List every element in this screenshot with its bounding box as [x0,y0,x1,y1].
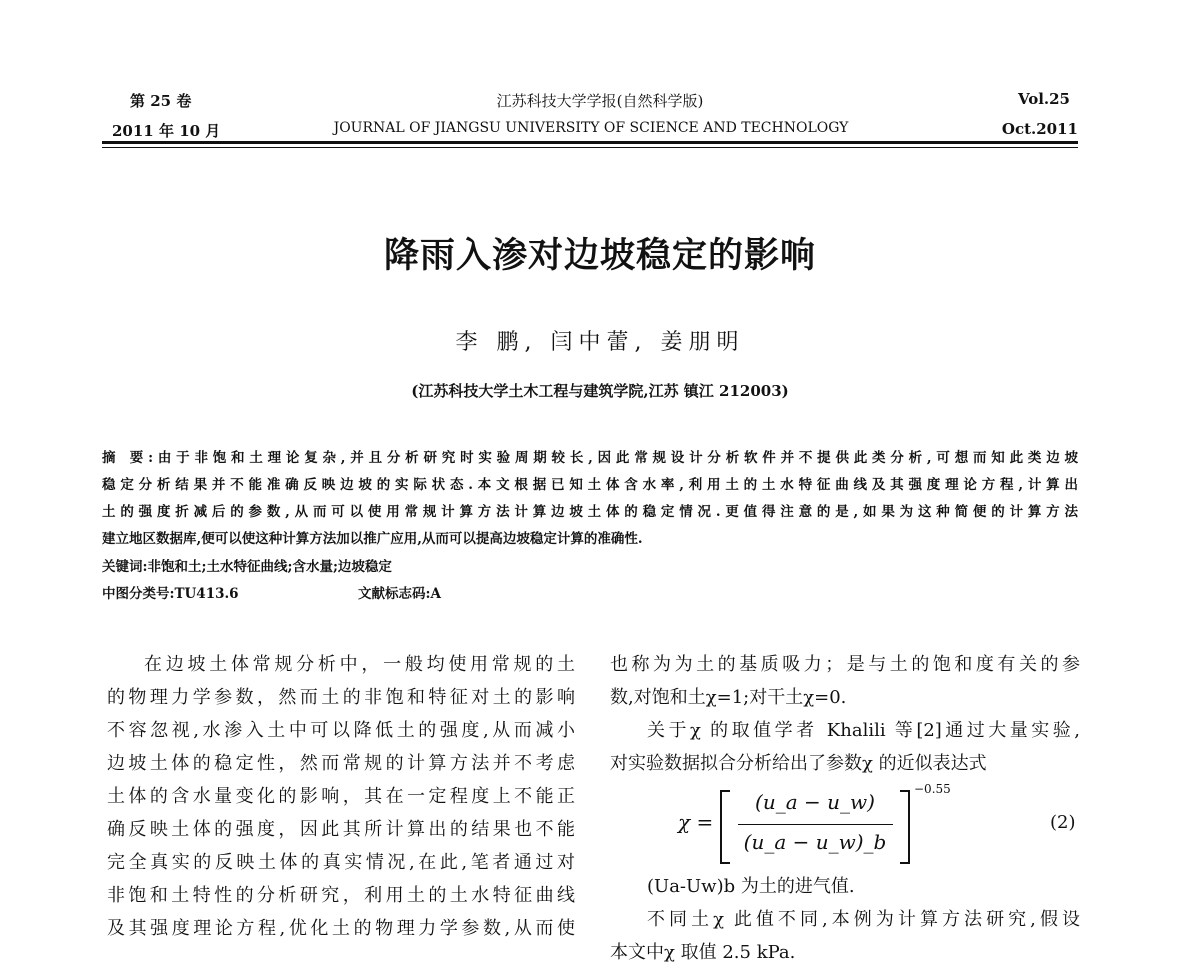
body-line: 不同土χ 此值不同,本例为计算方法研究,假设 [647,909,1080,930]
body-line: 边坡土体的稳定性，然而常规的计算方法并不考虑 [107,753,575,774]
volume-cn: 第 25 卷 [130,92,192,110]
keywords: 关键词:非饱和土;土水特征曲线;含水量;边坡稳定 [102,559,392,575]
right-bracket [900,790,910,864]
equation-denominator: (u_a − u_w)_b [743,830,887,854]
abstract-line: 摘 要:由于非饱和土理论复杂,并且分析研究时实验周期较长,因此常规设计分析软件并不提供此类分析,可想而知此类边坡 [102,450,1078,466]
equation-numerator: (u_a − u_w) [755,790,875,814]
left-column [107,648,575,945]
body-line: 土体的含水量变化的影响，其在一定程度上不能正 [107,786,575,807]
journal-en: JOURNAL OF JIANGSU UNIVERSITY OF SCIENCE AND TECHNOLOGY [333,120,849,136]
document-code: 文献标志码:A [358,586,441,602]
abstract-line: 土的强度折减后的参数,从而可以使用常规计算方法计算边坡土体的稳定情况.更值得注意的是,如果为这种简便的计算方法 [102,504,1078,520]
right-column-top [610,648,1080,780]
affiliation: (江苏科技大学土木工程与建筑学院,江苏 镇江 212003) [411,382,789,400]
body-line: 在边坡土体常规分析中，一般均使用常规的土 [144,654,575,675]
body-line: 及其强度理论方程,优化土的物理力学参数,从而使 [107,918,575,939]
authors: 李 鹏, 闫中蕾, 姜朋明 [455,330,745,355]
journal-cn: 江苏科技大学学报(自然科学版) [496,92,704,110]
body-line: 也称为为土的基质吸力；是与土的饱和度有关的参 [610,654,1080,675]
body-line: 确反映土体的强度，因此其所计算出的结果也不能 [107,819,575,840]
right-column-bottom [610,870,1080,969]
volume-en: Vol.25 [1017,90,1070,108]
body-line: 关于χ 的取值学者 Khalili 等[2]通过大量实验, [647,720,1080,741]
header-rule [102,141,1078,144]
equation-exponent: −0.55 [914,782,951,796]
body-line: 非饱和土特性的分析研究，利用土的土水特征曲线 [107,885,575,906]
body-line: 完全真实的反映土体的真实情况,在此,笔者通过对 [107,852,575,873]
paper-title: 降雨入渗对边坡稳定的影响 [383,236,816,276]
left-bracket [720,790,730,864]
date-cn: 2011 年 10 月 [112,122,221,140]
body-line: 对实验数据拟合分析给出了参数χ 的近似表达式 [610,753,987,774]
body-line: 不容忽视,水渗入土中可以降低土的强度,从而减小 [107,720,575,741]
header-rule-thin [102,147,1078,148]
clc-number: 中图分类号:TU413.6 [102,586,239,602]
body-line: 的物理力学参数，然而土的非饱和特征对土的影响 [107,687,575,708]
equation-2 [670,780,1090,870]
abstract-line: 建立地区数据库,便可以使这种计算方法加以推广应用,从而可以提高边坡稳定计算的准确性. [102,531,643,547]
fraction-bar [738,824,893,825]
body-line: 本文中χ 取值 2.5 kPa. [610,942,796,963]
body-line: (Ua-Uw)b 为土的进气值. [647,876,855,897]
body-line: 数,对饱和土χ=1;对干土χ=0. [610,687,847,708]
equation-number: (2) [1050,812,1076,833]
date-en: Oct.2011 [1001,120,1078,138]
abstract-line: 稳定分析结果并不能准确反映边坡的实际状态.本文根据已知土体含水率,利用土的土水特征曲线及其强度理论方程,计算出 [102,477,1078,493]
equation-lhs: χ = [678,810,714,834]
